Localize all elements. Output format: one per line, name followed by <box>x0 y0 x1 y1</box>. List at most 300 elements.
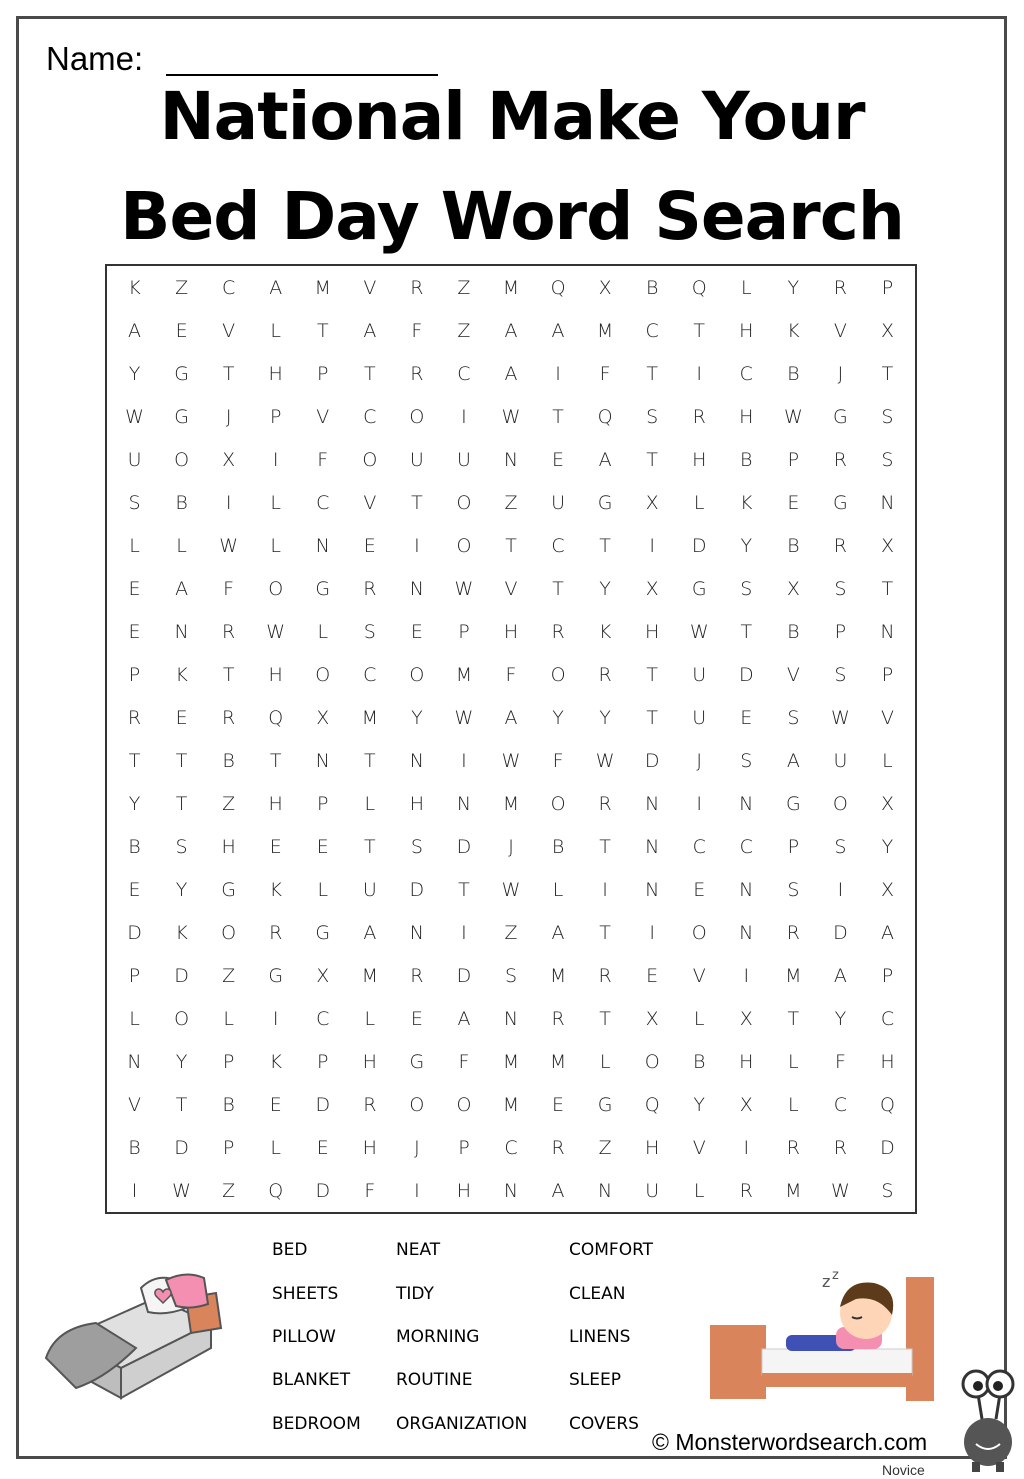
grid-letter[interactable]: D <box>315 1179 331 1202</box>
grid-letter[interactable]: P <box>834 620 847 643</box>
grid-letter[interactable]: T <box>364 362 376 385</box>
grid-letter[interactable]: Q <box>597 405 613 428</box>
grid-letter[interactable]: G <box>833 491 848 514</box>
grid-letter[interactable]: O <box>268 577 284 600</box>
grid-letter[interactable]: W <box>454 706 474 729</box>
grid-letter[interactable]: O <box>409 405 425 428</box>
grid-letter[interactable]: E <box>646 964 659 987</box>
grid-letter[interactable]: R <box>598 792 612 815</box>
grid-letter[interactable]: C <box>645 319 659 342</box>
grid-letter[interactable]: L <box>270 1136 281 1159</box>
grid-letter[interactable]: N <box>739 792 754 815</box>
grid-letter[interactable]: V <box>880 706 894 729</box>
grid-letter[interactable]: N <box>645 792 660 815</box>
grid-letter[interactable]: R <box>363 1093 377 1116</box>
grid-letter[interactable]: Y <box>128 792 141 815</box>
grid-letter[interactable]: Y <box>175 1050 188 1073</box>
grid-letter[interactable]: A <box>551 319 565 342</box>
grid-letter[interactable]: T <box>787 1007 800 1030</box>
grid-letter[interactable]: L <box>317 620 329 643</box>
grid-letter[interactable]: N <box>127 1050 142 1073</box>
grid-letter[interactable]: P <box>881 663 894 686</box>
grid-letter[interactable]: N <box>645 878 660 901</box>
grid-letter[interactable]: L <box>270 491 281 514</box>
grid-letter[interactable]: Z <box>457 276 471 299</box>
grid-letter[interactable]: D <box>174 1136 189 1159</box>
grid-letter[interactable]: L <box>882 749 893 772</box>
grid-letter[interactable]: T <box>646 663 658 686</box>
grid-letter[interactable]: O <box>174 448 190 471</box>
grid-letter[interactable]: T <box>552 577 564 600</box>
grid-letter[interactable]: G <box>268 964 284 987</box>
grid-letter[interactable]: T <box>646 448 658 471</box>
grid-letter[interactable]: G <box>597 1093 613 1116</box>
grid-letter[interactable]: K <box>175 663 188 686</box>
grid-letter[interactable]: M <box>596 319 614 342</box>
grid-letter[interactable]: J <box>508 835 514 858</box>
grid-letter[interactable]: M <box>785 964 802 987</box>
grid-letter[interactable]: A <box>504 706 518 729</box>
grid-letter[interactable]: N <box>739 878 754 901</box>
grid-letter[interactable]: N <box>174 620 189 643</box>
grid-letter[interactable]: M <box>785 1179 802 1202</box>
grid-letter[interactable]: S <box>175 835 188 858</box>
grid-letter[interactable]: N <box>409 749 424 772</box>
grid-letter[interactable]: J <box>414 1136 420 1159</box>
grid-letter[interactable]: S <box>787 878 800 901</box>
grid-letter[interactable]: U <box>362 878 377 901</box>
grid-letter[interactable]: X <box>598 276 612 299</box>
grid-letter[interactable]: H <box>362 1050 377 1073</box>
grid-letter[interactable]: F <box>458 1050 470 1073</box>
grid-letter[interactable]: X <box>316 706 330 729</box>
grid-letter[interactable]: V <box>786 663 800 686</box>
grid-letter[interactable]: R <box>833 534 847 557</box>
grid-letter[interactable]: C <box>363 405 377 428</box>
grid-letter[interactable]: L <box>788 1050 799 1073</box>
grid-letter[interactable]: E <box>410 1007 423 1030</box>
grid-letter[interactable]: E <box>410 620 423 643</box>
grid-letter[interactable]: C <box>551 534 565 557</box>
grid-letter[interactable]: L <box>788 1093 799 1116</box>
grid-letter[interactable]: O <box>832 792 848 815</box>
grid-letter[interactable]: B <box>787 534 800 557</box>
grid-letter[interactable]: G <box>597 491 613 514</box>
grid-letter[interactable]: T <box>693 319 706 342</box>
grid-letter[interactable]: T <box>364 749 376 772</box>
grid-letter[interactable]: R <box>692 405 706 428</box>
grid-letter[interactable]: Q <box>268 706 284 729</box>
grid-letter[interactable]: Z <box>175 276 189 299</box>
grid-letter[interactable]: T <box>269 749 282 772</box>
name-field-line[interactable] <box>166 74 438 76</box>
grid-letter[interactable]: N <box>880 491 895 514</box>
grid-letter[interactable]: N <box>880 620 895 643</box>
grid-letter[interactable]: W <box>595 749 615 772</box>
grid-letter[interactable]: R <box>269 921 283 944</box>
grid-letter[interactable]: C <box>739 835 753 858</box>
grid-letter[interactable]: H <box>221 835 236 858</box>
grid-letter[interactable]: E <box>175 319 188 342</box>
grid-letter[interactable]: F <box>364 1179 376 1202</box>
grid-letter[interactable]: I <box>743 1136 750 1159</box>
grid-letter[interactable]: K <box>175 921 188 944</box>
grid-letter[interactable]: L <box>270 319 281 342</box>
grid-letter[interactable]: F <box>552 749 564 772</box>
grid-letter[interactable]: D <box>127 921 142 944</box>
grid-letter[interactable]: U <box>833 749 848 772</box>
grid-letter[interactable]: O <box>456 534 472 557</box>
grid-letter[interactable]: B <box>787 362 800 385</box>
grid-letter[interactable]: Z <box>222 792 236 815</box>
grid-letter[interactable]: Q <box>879 1093 895 1116</box>
grid-letter[interactable]: M <box>502 792 520 815</box>
grid-letter[interactable]: D <box>880 1136 895 1159</box>
grid-letter[interactable]: K <box>740 491 753 514</box>
grid-letter[interactable]: D <box>833 921 848 944</box>
grid-letter[interactable]: Z <box>222 964 236 987</box>
grid-letter[interactable]: U <box>127 448 142 471</box>
grid-letter[interactable]: E <box>128 620 141 643</box>
grid-letter[interactable]: O <box>409 663 425 686</box>
grid-letter[interactable]: U <box>692 706 707 729</box>
grid-letter[interactable]: R <box>410 362 424 385</box>
grid-letter[interactable]: U <box>409 448 424 471</box>
grid-letter[interactable]: A <box>504 319 518 342</box>
grid-letter[interactable]: H <box>362 1136 377 1159</box>
grid-letter[interactable]: Y <box>881 835 894 858</box>
grid-letter[interactable]: Y <box>175 878 188 901</box>
grid-letter[interactable]: Z <box>457 319 471 342</box>
grid-letter[interactable]: M <box>361 706 379 729</box>
grid-letter[interactable]: H <box>503 620 519 643</box>
grid-letter[interactable]: Y <box>599 577 611 600</box>
grid-letter[interactable]: N <box>315 534 330 557</box>
grid-letter[interactable]: C <box>739 362 753 385</box>
grid-letter[interactable]: B <box>693 1050 706 1073</box>
grid-letter[interactable]: R <box>786 1136 800 1159</box>
grid-letter[interactable]: I <box>461 749 467 772</box>
grid-letter[interactable]: E <box>316 835 329 858</box>
grid-letter[interactable]: D <box>644 749 660 772</box>
grid-letter[interactable]: P <box>128 964 141 987</box>
grid-letter[interactable]: R <box>833 1136 847 1159</box>
grid-letter[interactable]: B <box>551 835 565 858</box>
grid-letter[interactable]: O <box>362 448 378 471</box>
grid-letter[interactable]: I <box>272 448 279 471</box>
grid-letter[interactable]: X <box>645 577 659 600</box>
grid-letter[interactable]: T <box>599 835 611 858</box>
grid-letter[interactable]: L <box>176 534 187 557</box>
grid-letter[interactable]: Z <box>504 491 518 514</box>
grid-letter[interactable]: T <box>222 663 235 686</box>
grid-letter[interactable]: I <box>555 362 561 385</box>
grid-letter[interactable]: N <box>409 577 424 600</box>
grid-letter[interactable]: T <box>646 706 658 729</box>
word-search-grid[interactable] <box>105 264 917 1214</box>
grid-letter[interactable]: R <box>833 448 847 471</box>
grid-letter[interactable]: T <box>175 1093 188 1116</box>
grid-letter[interactable]: N <box>598 1179 613 1202</box>
grid-letter[interactable]: J <box>696 749 703 772</box>
grid-letter[interactable]: V <box>222 319 236 342</box>
grid-letter[interactable]: O <box>456 1093 472 1116</box>
grid-letter[interactable]: O <box>550 663 566 686</box>
grid-letter[interactable]: N <box>503 1007 519 1030</box>
grid-letter[interactable]: H <box>739 319 754 342</box>
grid-letter[interactable]: O <box>456 491 472 514</box>
grid-letter[interactable]: I <box>696 792 703 815</box>
grid-letter[interactable]: G <box>174 405 189 428</box>
grid-letter[interactable]: R <box>551 620 565 643</box>
grid-letter[interactable]: W <box>125 405 144 428</box>
grid-letter[interactable]: T <box>128 749 141 772</box>
grid-letter[interactable]: Q <box>644 1093 660 1116</box>
grid-letter[interactable]: F <box>411 319 423 342</box>
grid-letter[interactable]: R <box>127 706 142 729</box>
grid-letter[interactable]: N <box>645 835 660 858</box>
grid-letter[interactable]: Y <box>552 706 564 729</box>
grid-letter[interactable]: G <box>785 792 801 815</box>
grid-letter[interactable]: P <box>222 1050 235 1073</box>
grid-letter[interactable]: O <box>691 921 707 944</box>
grid-letter[interactable]: B <box>645 276 659 299</box>
grid-letter[interactable]: H <box>409 792 425 815</box>
grid-letter[interactable]: Q <box>691 276 707 299</box>
grid-letter[interactable]: X <box>316 964 330 987</box>
grid-letter[interactable]: U <box>692 663 707 686</box>
grid-letter[interactable]: V <box>316 405 330 428</box>
grid-letter[interactable]: G <box>409 1050 425 1073</box>
grid-letter[interactable]: O <box>409 1093 425 1116</box>
grid-letter[interactable]: Y <box>834 1007 847 1030</box>
grid-letter[interactable]: S <box>834 663 847 686</box>
grid-letter[interactable]: D <box>691 534 707 557</box>
grid-letter[interactable]: T <box>175 792 188 815</box>
grid-letter[interactable]: A <box>833 964 847 987</box>
grid-letter[interactable]: I <box>414 1179 420 1202</box>
grid-letter[interactable]: T <box>411 491 423 514</box>
grid-letter[interactable]: T <box>881 577 894 600</box>
grid-letter[interactable]: A <box>551 921 565 944</box>
grid-letter[interactable]: F <box>505 663 517 686</box>
grid-letter[interactable]: P <box>881 276 894 299</box>
grid-letter[interactable]: H <box>645 620 660 643</box>
grid-letter[interactable]: G <box>315 921 331 944</box>
grid-letter[interactable]: P <box>458 620 470 643</box>
grid-letter[interactable]: S <box>787 706 800 729</box>
grid-letter[interactable]: X <box>880 878 894 901</box>
grid-letter[interactable]: U <box>551 491 565 514</box>
grid-letter[interactable]: V <box>128 1093 142 1116</box>
grid-letter[interactable]: C <box>316 491 330 514</box>
grid-letter[interactable]: M <box>549 964 567 987</box>
grid-letter[interactable]: Q <box>268 1179 284 1202</box>
grid-letter[interactable]: W <box>501 878 521 901</box>
grid-letter[interactable]: V <box>833 319 847 342</box>
grid-letter[interactable]: V <box>692 964 706 987</box>
grid-letter[interactable]: K <box>269 878 282 901</box>
grid-letter[interactable]: E <box>316 1136 329 1159</box>
grid-letter[interactable]: S <box>881 405 894 428</box>
grid-letter[interactable]: W <box>831 706 850 729</box>
grid-letter[interactable]: C <box>457 362 471 385</box>
grid-letter[interactable]: E <box>552 1093 565 1116</box>
grid-letter[interactable]: X <box>880 792 894 815</box>
grid-letter[interactable]: I <box>461 405 467 428</box>
grid-letter[interactable]: T <box>222 362 235 385</box>
grid-letter[interactable]: T <box>881 362 894 385</box>
grid-letter[interactable]: H <box>268 792 283 815</box>
grid-letter[interactable]: Y <box>411 706 423 729</box>
grid-letter[interactable]: D <box>456 964 472 987</box>
grid-letter[interactable]: E <box>693 878 706 901</box>
grid-letter[interactable]: P <box>787 835 800 858</box>
grid-letter[interactable]: M <box>502 276 520 299</box>
grid-letter[interactable]: T <box>599 534 611 557</box>
grid-letter[interactable]: B <box>128 1136 141 1159</box>
grid-letter[interactable]: R <box>410 964 424 987</box>
grid-letter[interactable]: C <box>316 1007 330 1030</box>
grid-letter[interactable]: M <box>361 964 379 987</box>
grid-letter[interactable]: Z <box>222 1179 236 1202</box>
grid-letter[interactable]: X <box>880 319 894 342</box>
grid-letter[interactable]: E <box>552 448 565 471</box>
grid-letter[interactable]: L <box>364 792 376 815</box>
grid-letter[interactable]: M <box>549 1050 567 1073</box>
grid-letter[interactable]: L <box>317 878 329 901</box>
grid-letter[interactable]: T <box>599 1007 611 1030</box>
grid-letter[interactable]: H <box>739 1050 754 1073</box>
grid-letter[interactable]: T <box>740 620 753 643</box>
grid-letter[interactable]: W <box>831 1179 850 1202</box>
grid-letter[interactable]: G <box>833 405 848 428</box>
grid-letter[interactable]: T <box>175 749 188 772</box>
grid-letter[interactable]: B <box>787 620 800 643</box>
grid-letter[interactable]: H <box>268 663 283 686</box>
grid-letter[interactable]: D <box>738 663 754 686</box>
grid-letter[interactable]: A <box>128 319 142 342</box>
grid-letter[interactable]: P <box>269 405 282 428</box>
grid-letter[interactable]: X <box>645 491 659 514</box>
grid-letter[interactable]: L <box>552 878 564 901</box>
grid-letter[interactable]: E <box>740 706 753 729</box>
grid-letter[interactable]: S <box>504 964 518 987</box>
grid-letter[interactable]: W <box>501 405 521 428</box>
grid-letter[interactable]: N <box>739 921 754 944</box>
grid-letter[interactable]: H <box>456 1179 472 1202</box>
grid-letter[interactable]: F <box>223 577 235 600</box>
grid-letter[interactable]: X <box>645 1007 659 1030</box>
grid-letter[interactable]: C <box>363 663 377 686</box>
grid-letter[interactable]: F <box>317 448 329 471</box>
grid-letter[interactable]: S <box>834 577 847 600</box>
grid-letter[interactable]: T <box>599 921 611 944</box>
grid-letter[interactable]: T <box>364 835 376 858</box>
grid-letter[interactable]: B <box>222 749 235 772</box>
grid-letter[interactable]: C <box>880 1007 895 1030</box>
grid-letter[interactable]: D <box>315 1093 331 1116</box>
grid-letter[interactable]: I <box>696 362 703 385</box>
grid-letter[interactable]: R <box>551 1136 565 1159</box>
grid-letter[interactable]: N <box>409 921 424 944</box>
grid-letter[interactable]: X <box>739 1093 753 1116</box>
grid-letter[interactable]: I <box>649 534 655 557</box>
grid-letter[interactable]: I <box>131 1179 138 1202</box>
grid-letter[interactable]: A <box>363 319 377 342</box>
grid-letter[interactable]: R <box>598 964 612 987</box>
grid-letter[interactable]: E <box>128 577 141 600</box>
grid-letter[interactable]: F <box>599 362 611 385</box>
grid-letter[interactable]: K <box>269 1050 282 1073</box>
grid-letter[interactable]: R <box>222 706 236 729</box>
grid-letter[interactable]: N <box>315 749 330 772</box>
grid-letter[interactable]: S <box>410 835 423 858</box>
grid-letter[interactable]: T <box>458 878 470 901</box>
grid-letter[interactable]: Y <box>599 706 611 729</box>
grid-letter[interactable]: G <box>174 362 189 385</box>
grid-letter[interactable]: N <box>456 792 472 815</box>
grid-letter[interactable]: O <box>221 921 237 944</box>
grid-letter[interactable]: J <box>837 362 844 385</box>
grid-letter[interactable]: C <box>692 835 706 858</box>
grid-letter[interactable]: T <box>646 362 658 385</box>
grid-letter[interactable]: O <box>174 1007 190 1030</box>
grid-letter[interactable]: B <box>222 1093 235 1116</box>
grid-letter[interactable]: T <box>316 319 329 342</box>
grid-letter[interactable]: Y <box>740 534 753 557</box>
grid-letter[interactable]: D <box>174 964 189 987</box>
grid-letter[interactable]: E <box>787 491 800 514</box>
grid-letter[interactable]: W <box>266 620 286 643</box>
grid-letter[interactable]: P <box>128 663 141 686</box>
grid-letter[interactable]: Z <box>598 1136 612 1159</box>
grid-letter[interactable]: A <box>457 1007 471 1030</box>
grid-letter[interactable]: T <box>552 405 564 428</box>
grid-letter[interactable]: A <box>504 362 518 385</box>
grid-letter[interactable]: H <box>880 1050 895 1073</box>
grid-letter[interactable]: A <box>175 577 189 600</box>
grid-letter[interactable]: L <box>693 1179 705 1202</box>
grid-letter[interactable]: C <box>504 1136 518 1159</box>
grid-letter[interactable]: L <box>129 534 140 557</box>
grid-letter[interactable]: X <box>880 534 894 557</box>
grid-letter[interactable]: I <box>602 878 608 901</box>
grid-letter[interactable]: G <box>221 878 236 901</box>
grid-letter[interactable]: L <box>599 1050 611 1073</box>
grid-letter[interactable]: O <box>644 1050 660 1073</box>
grid-letter[interactable]: Q <box>550 276 566 299</box>
grid-letter[interactable]: A <box>551 1179 565 1202</box>
grid-letter[interactable]: M <box>314 276 331 299</box>
grid-letter[interactable]: W <box>501 749 521 772</box>
grid-letter[interactable]: S <box>646 405 659 428</box>
grid-letter[interactable]: L <box>223 1007 234 1030</box>
grid-letter[interactable]: S <box>740 577 753 600</box>
grid-letter[interactable]: U <box>456 448 471 471</box>
grid-letter[interactable]: A <box>363 921 377 944</box>
grid-letter[interactable]: E <box>363 534 376 557</box>
grid-letter[interactable]: R <box>410 276 424 299</box>
grid-letter[interactable]: G <box>691 577 707 600</box>
grid-letter[interactable]: O <box>315 663 331 686</box>
grid-letter[interactable]: I <box>743 964 750 987</box>
grid-letter[interactable]: X <box>739 1007 753 1030</box>
grid-letter[interactable]: N <box>503 1179 519 1202</box>
grid-letter[interactable]: U <box>645 1179 660 1202</box>
grid-letter[interactable]: L <box>693 1007 705 1030</box>
grid-letter[interactable]: H <box>739 405 754 428</box>
